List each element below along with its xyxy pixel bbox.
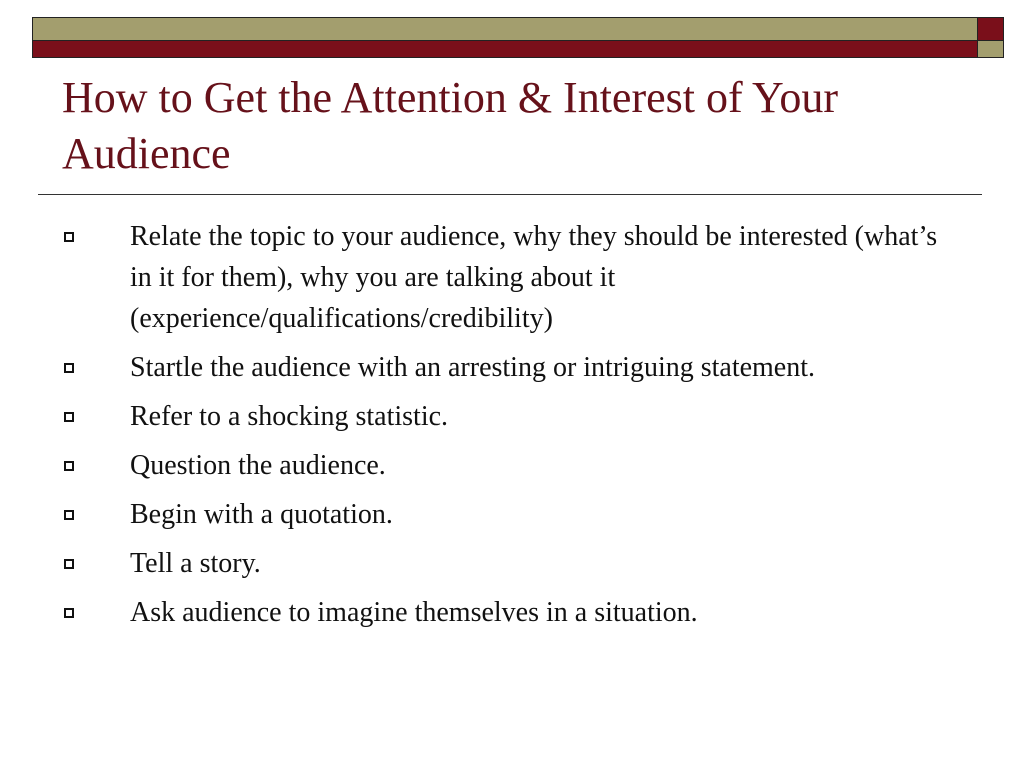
slide-title: How to Get the Attention & Interest of Your Audience xyxy=(62,73,839,178)
hollow-square-icon xyxy=(64,363,74,373)
bullet-item xyxy=(62,396,962,437)
bullet-text: Ask audience to imagine themselves in a situation. xyxy=(130,597,698,628)
hollow-square-icon xyxy=(64,412,74,422)
bullet-item xyxy=(62,543,962,584)
hollow-square-icon xyxy=(64,608,74,618)
header-band-maroon xyxy=(32,41,978,58)
bullet-text: Question the audience. xyxy=(130,450,386,481)
bullet-item xyxy=(62,494,962,535)
bullet-item xyxy=(62,445,962,486)
bullet-text: Begin with a quotation. xyxy=(130,499,393,530)
title-divider xyxy=(38,194,982,195)
header-corner-maroon xyxy=(978,17,1004,41)
hollow-square-icon xyxy=(64,510,74,520)
header-band-olive xyxy=(32,17,978,41)
bullet-text: Relate the topic to your audience, why they should be interested (what’s in it for them), why you are talking about it (experience/qualifications/credibility) xyxy=(130,221,938,334)
bullet-item xyxy=(62,592,962,633)
bullet-item xyxy=(62,347,962,388)
hollow-square-icon xyxy=(64,559,74,569)
hollow-square-icon xyxy=(64,461,74,471)
hollow-square-icon xyxy=(64,232,74,242)
bullet-text: Startle the audience with an arresting or intriguing statement. xyxy=(130,352,816,383)
bullet-item xyxy=(62,216,962,339)
bullet-list xyxy=(62,216,962,641)
header-corner-olive xyxy=(978,41,1004,58)
bullet-text: Refer to a shocking statistic. xyxy=(130,401,449,432)
bullet-text: Tell a story. xyxy=(130,548,261,579)
